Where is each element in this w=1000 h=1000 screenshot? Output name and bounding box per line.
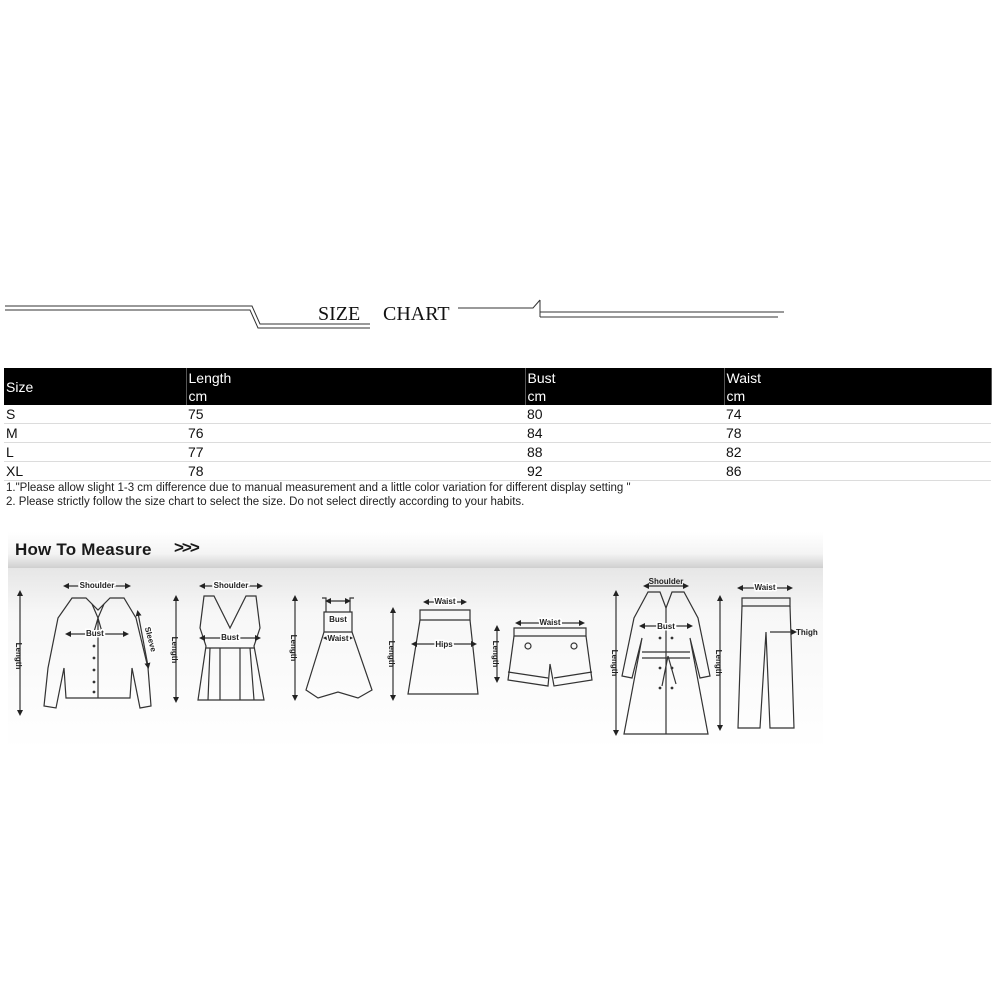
waist-value: 82: [724, 443, 991, 462]
bust-value: 88: [525, 443, 724, 462]
size-table: [4, 368, 992, 509]
column-header-bust: Bust: [525, 368, 724, 387]
length-value: 77: [186, 443, 525, 462]
size-value: S: [4, 405, 186, 424]
table-row: [4, 462, 991, 481]
size-chart-title: [0, 303, 1000, 327]
label-waist-3: Waist: [327, 634, 349, 643]
label-length-6: Length: [610, 649, 619, 677]
waist-value: 78: [724, 424, 991, 443]
label-length-4: Length: [387, 640, 396, 668]
title-word-size: SIZE: [318, 303, 361, 325]
label-thigh: Thigh: [796, 628, 818, 637]
label-waist-5: Waist: [539, 618, 561, 627]
label-sleeve: Sleeve: [142, 625, 159, 653]
bust-value: 84: [525, 424, 724, 443]
label-waist-7: Waist: [754, 583, 776, 592]
skirt-illustration: [393, 602, 478, 698]
dress-illustration: [295, 598, 372, 698]
label-shoulder-2: Shoulder: [213, 581, 249, 590]
note-row: [4, 495, 991, 509]
label-bust-3: Bust: [329, 615, 347, 624]
label-shoulder-6: Shoulder: [648, 577, 684, 586]
note-row: [4, 481, 991, 496]
label-bust-1: Bust: [86, 629, 104, 638]
blouse-illustration: [20, 586, 151, 713]
unit-length: cm: [186, 387, 525, 405]
column-header-length: Length: [186, 368, 525, 387]
note-1: 1."Please allow slight 1-3 cm difference due to manual measurement and a little color variation for different display setting ": [6, 482, 631, 494]
label-shoulder-1: Shoulder: [79, 581, 115, 590]
label-hips: Hips: [435, 640, 453, 649]
camisole-illustration: [176, 586, 264, 700]
label-length-2: Length: [170, 636, 179, 664]
label-bust-6: Bust: [657, 622, 675, 631]
bust-value: 80: [525, 405, 724, 424]
waist-value: 86: [724, 462, 991, 481]
trench-coat-illustration: [616, 586, 710, 734]
how-to-measure-title: How To Measure: [15, 540, 152, 559]
table-row: [4, 405, 991, 424]
table-row: [4, 443, 991, 462]
trousers-illustration: [720, 588, 794, 728]
bust-value: 92: [525, 462, 724, 481]
label-length-5: Length: [491, 640, 500, 668]
arrows-icon: >>>: [174, 538, 198, 557]
length-value: 76: [186, 424, 525, 443]
shorts-illustration: [497, 623, 592, 686]
label-waist-4: Waist: [434, 597, 456, 606]
label-bust-2: Bust: [221, 633, 239, 642]
note-2: 2. Please strictly follow the size chart to select the size. Do not select directly according to your habits.: [6, 496, 525, 508]
table-row: [4, 424, 991, 443]
unit-bust: cm: [525, 387, 724, 405]
waist-value: 74: [724, 405, 991, 424]
length-value: 78: [186, 462, 525, 481]
table-header-row: [4, 368, 991, 387]
length-value: 75: [186, 405, 525, 424]
unit-waist: cm: [724, 387, 991, 405]
size-value: XL: [4, 462, 186, 481]
column-header-waist: Waist: [724, 368, 991, 387]
size-value: M: [4, 424, 186, 443]
measurement-illustrations: [8, 568, 823, 750]
size-value: L: [4, 443, 186, 462]
title-word-chart: CHART: [383, 303, 450, 325]
label-length-7: Length: [714, 649, 723, 677]
label-length-1: Length: [14, 642, 23, 670]
size-header: Size: [4, 368, 186, 405]
how-to-measure-header: [8, 532, 823, 568]
label-length-3: Length: [289, 634, 298, 662]
